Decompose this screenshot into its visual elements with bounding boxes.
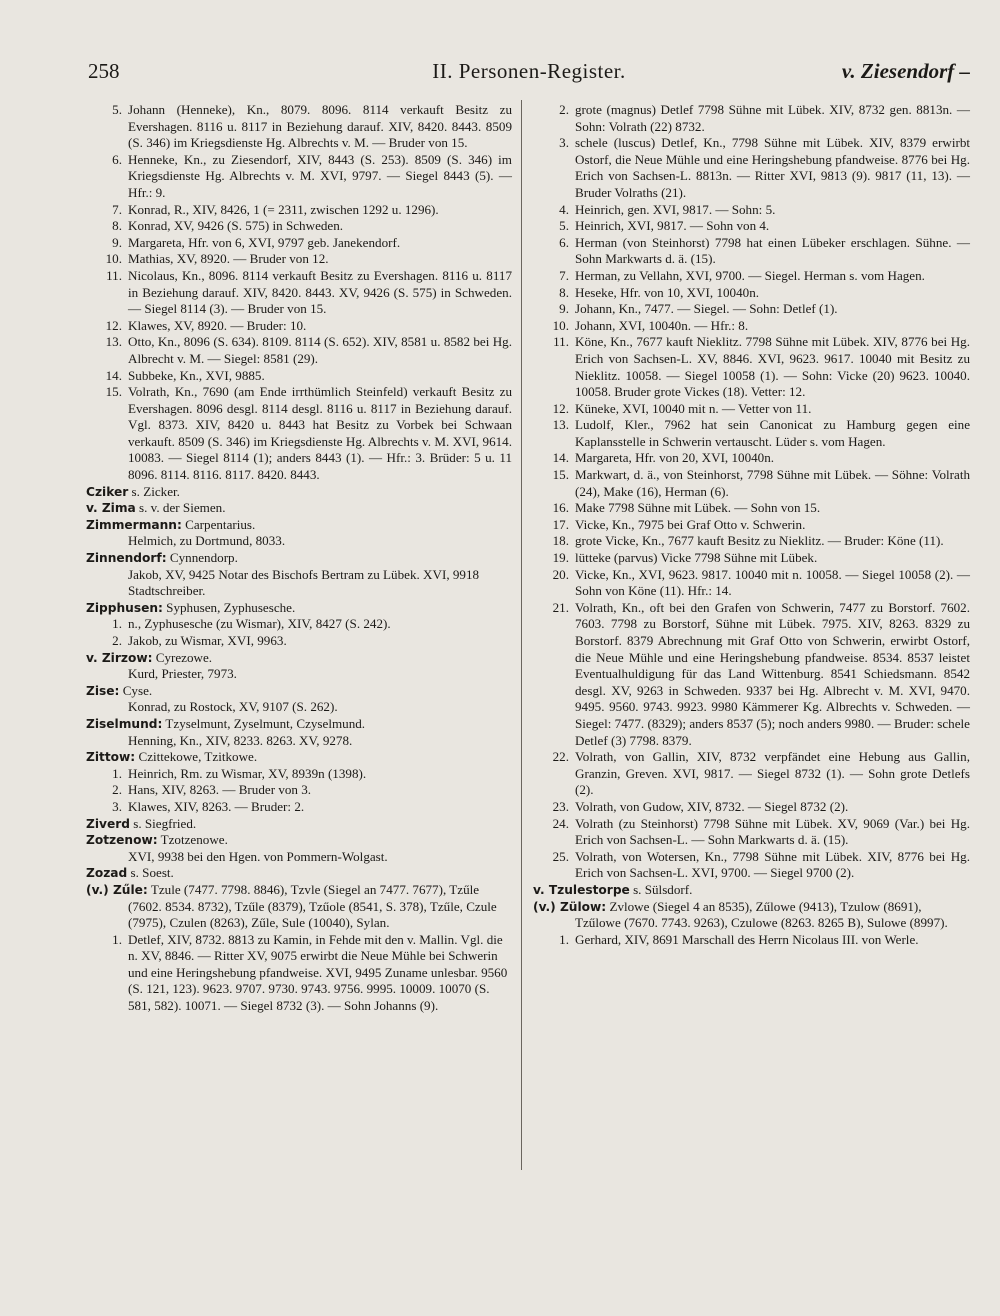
entry-number: 16. [552, 500, 569, 516]
entry-number: 4. [559, 201, 569, 217]
entry-number: 3. [559, 135, 569, 151]
entry-number: 11. [553, 334, 569, 350]
entry-text: Volrath, Kn., 7690 (am Ende irrthümlich Steinfeld) verkauft Besitz zu Evershagen. 8096 desgl. 8114 desgl. 8116 u. 8117 in Beziehung darauf. Vgl. 8373. XIV, 8420 u. 8443 hat Besitz zu Vorbek bei Schwaan verkauft. 8509 (S. 346) im Kriegsdienste Hg. Albrechts v. M. XVI, 9614. 10083. — Siegel 8114 (1); anders 8443 (1). — Hfr.: 3. Brüder: 5 u. 11 8096. 8114. 8116. 8117. 8420. 8443. [128, 384, 512, 483]
entry-text: Margareta, Hfr. von 6, XVI, 9797 geb. Janekendorf. [128, 234, 401, 250]
person-entry: Jakob, XV, 9425 Notar des Bischofs Bertram zu Lübek. XVI, 9918 Stadtschreiber. [128, 566, 480, 599]
register-entry [86, 102, 512, 152]
entry-number: 2. [112, 633, 122, 648]
entry-text: Jakob, zu Wismar, XVI, 9963. [128, 633, 287, 648]
surname: Zinnendorf: [86, 551, 167, 566]
surname-heading [533, 899, 970, 932]
entry-text: Johann, XVI, 10040n. — Hfr.: 8. [575, 317, 749, 333]
register-entry [533, 567, 970, 600]
entry-number: 13. [105, 334, 122, 350]
register-entry [533, 467, 970, 500]
entry-text: Heseke, Hfr. von 10, XVI, 10040n. [575, 284, 760, 300]
entry-number: 14. [105, 367, 122, 383]
person-entry [86, 633, 512, 650]
entry-text: Margareta, Hfr. von 20, XVI, 10040n. [575, 450, 775, 466]
entry-number: 1. [112, 931, 122, 947]
register-entry [533, 301, 970, 318]
surname-heading [86, 749, 512, 766]
entry-text: Volrath, von Wotersen, Kn., 7798 Sühne mit Lübek. XIV, 8776 bei Hg. Erich von Sachsen-L. XVI, 9700. — Siegel 9700 (2). [575, 848, 970, 881]
surname: Zittow: [86, 750, 136, 765]
person-entry [86, 932, 512, 1015]
entry-text: Heinrich, Rm. zu Wismar, XV, 8939n (1398). [128, 765, 367, 781]
register-entry [86, 318, 512, 335]
register-entry [86, 218, 512, 235]
entry-text: lütteke (parvus) Vicke 7798 Sühne mit Lübek. [575, 550, 818, 566]
register-entry [86, 235, 512, 252]
entry-text: Vicke, Kn., 7975 bei Graf Otto v. Schwerin. [575, 516, 806, 532]
entry-number: 23. [552, 798, 569, 814]
register-entry [533, 533, 970, 550]
register-entry [86, 152, 512, 202]
register-entry [533, 849, 970, 882]
entry-text: Make 7798 Sühne mit Lübek. — Sohn von 15. [575, 500, 821, 516]
left-column [86, 102, 512, 1015]
register-entry [533, 218, 970, 235]
person-entry [86, 616, 512, 633]
surname-variants: Tzotzenowe. [157, 832, 228, 848]
entry-text: Henneke, Kn., zu Ziesendorf, XIV, 8443 (S. 253). 8509 (S. 346) im Kriegsdienste Hg. Albrechts v. M. XVI, 9797. — Siegel 8443 (5). — Hfr.: 9. [128, 151, 512, 200]
surname: Ziverd [86, 816, 130, 831]
entry-number: 19. [552, 550, 569, 566]
register-entry [533, 799, 970, 816]
entry-number: 14. [552, 450, 569, 466]
entry-number: 5. [559, 218, 569, 234]
surname-heading [86, 716, 512, 733]
surname: v. Zirzow: [86, 650, 153, 665]
person-entry: Henning, Kn., XIV, 8233. 8263. XV, 9278. [128, 732, 353, 748]
surname-heading [86, 484, 512, 501]
surname: (v.) Zülow: [533, 899, 607, 914]
entry-number: 7. [559, 267, 569, 283]
register-entry [86, 268, 512, 318]
column-divider [521, 100, 522, 1170]
entry-text: Johann, Kn., 7477. — Siegel. — Sohn: Detlef (1). [575, 301, 838, 317]
surname-variants: Cyrezowe. [152, 649, 213, 665]
person-entry: Konrad, zu Rostock, XV, 9107 (S. 262). [128, 699, 338, 715]
register-entry [533, 102, 970, 135]
entry-text: schele (luscus) Detlef, Kn., 7798 Sühne mit Lübek. XIV, 8379 erwirbt Ostorf, die Neue Mühle und eine Heringshebung pfandweise. 8776 bei Hg. Erich von Sachsen-L. 8813n. — Ritter XVI, 9813 (9). 9817 (11, 13). — Bruder Volraths (21). [575, 135, 970, 200]
entry-number: 8. [559, 284, 569, 300]
entry-number: 7. [112, 201, 122, 217]
register-entry [533, 500, 970, 517]
surname-variants: s. Zicker. [128, 483, 180, 499]
surname: Zimmermann: [86, 517, 182, 532]
surname-heading [86, 650, 512, 667]
entry-number: 5. [112, 102, 122, 117]
surname-variants: Cynnendorp. [166, 550, 238, 566]
entry-number: 9. [559, 301, 569, 317]
entry-number: 15. [105, 384, 122, 400]
entry-number: 1. [112, 616, 122, 632]
entry-number: 18. [552, 533, 569, 549]
surname: Zipphusen: [86, 600, 163, 615]
person-entry [86, 766, 512, 783]
person-entry: Helmich, zu Dortmund, 8033. [128, 533, 286, 549]
surname-variants: Tzyselmunt, Zyselmunt, Czyselmund. [162, 715, 366, 731]
surname-heading [86, 517, 512, 534]
surname: Zise: [86, 683, 120, 698]
surname-variants: Syphusen, Zyphusesche. [162, 599, 296, 615]
entry-number: 10. [105, 251, 122, 267]
surname-heading [86, 550, 512, 567]
register-entry [86, 334, 512, 367]
page-title: II. Personen-Register. [432, 59, 626, 83]
register-entry [533, 401, 970, 418]
entry-text: n., Zyphusesche (zu Wismar), XIV, 8427 (S. 242). [128, 616, 391, 632]
surname-heading [86, 882, 512, 932]
entry-text: grote (magnus) Detlef 7798 Sühne mit Lübek. XIV, 8732 gen. 8813n. — Sohn: Volrath (22) 8732. [575, 102, 970, 134]
entry-number: 9. [112, 234, 122, 250]
register-entry [533, 450, 970, 467]
entry-text: Volrath (zu Steinhorst) 7798 Sühne mit Lübek. XV, 9069 (Var.) bei Hg. Erich von Sachsen-L. — Sohn Markwarts d. ä. (15). [575, 815, 970, 848]
surname-heading [86, 683, 512, 700]
surname: Ziselmund: [86, 716, 163, 731]
entry-text: grote Vicke, Kn., 7677 kauft Besitz zu Nieklitz. — Bruder: Köne (11). [575, 533, 944, 549]
surname-heading [86, 832, 512, 849]
entry-number: 24. [552, 815, 569, 831]
entry-number: 2. [112, 782, 122, 798]
entry-number: 2. [559, 102, 569, 117]
register-entry [533, 235, 970, 268]
person-entry: Kurd, Priester, 7973. [128, 666, 237, 682]
entry-text: Volrath, Kn., oft bei den Grafen von Schwerin, 7477 zu Borstorf. 7602. 7603. 7798 zu Borstorf, Sühne mit Lübek. 7975. XIV, 8263. 8329 zu Borstorf. 8379 Abrechnung mit Graf Otto von Schwerin, erwirbt Ostorf, die Neue Mühle und eine Heringshebung pfandweise. 8534. 8537 leistet Eventualhuldigung für das Land Wittenburg. 8541 Schiedsmann. 8542 desgl. XV, 9263 in Schweden. 9337 bei Hg. Albrecht v. M. XVI, 9470. 9495. 9560. 9743. 9923. 9980 Kämmerer Kg. Albrechts v. Schweden. — Siegel: 7477. (8329); anders 8537 (5); noch anders 9980. — Bruder: schele Detlef (3) 7798. 8379. [575, 599, 970, 748]
register-entry [86, 384, 512, 484]
entry-text: Detlef, XIV, 8732. 8813 zu Kamin, in Fehde mit den v. Mallin. Vgl. die n. XV, 8846. — Ritter XV, 9075 erwirbt die Neue Mühle bei Schwerin und eine Heringshebung pfandweise. XVI, 9495 Zuname unlesbar. 9560 (S. 121, 123). 9623. 9707. 9730. 9743. 9756. 9995. 10009. 10070 (S. 581, 582). 10071. — Siegel 8732 (3). — Sohn Johanns (9). [128, 931, 508, 1014]
surname-heading [86, 865, 512, 882]
entry-text: Herman (von Steinhorst) 7798 hat einen Lübeker erschlagen. Sühne. — Sohn Markwarts d. ä. (15). [575, 234, 970, 267]
surname-variants: Carpentarius. [181, 516, 256, 532]
register-entry [533, 417, 970, 450]
entry-text: Vicke, Kn., XVI, 9623. 9817. 10040 mit n. 10058. — Siegel 10058 (2). — Sohn von Köne (11). Hfr.: 14. [575, 566, 970, 599]
surname-variants: s. Siegfried. [129, 815, 197, 831]
entry-text: Konrad, R., XIV, 8426, 1 (= 2311, zwischen 1292 u. 1296). [128, 201, 439, 217]
page-number: 258 [88, 59, 120, 83]
person-entry: XVI, 9938 bei den Hgen. von Pommern-Wolgast. [128, 848, 388, 864]
entry-number: 3. [112, 798, 122, 814]
entry-number: 13. [552, 417, 569, 433]
entry-text: Küneke, XVI, 10040 mit n. — Vetter von 11. [575, 400, 812, 416]
entry-number: 15. [552, 467, 569, 483]
surname-heading [533, 882, 970, 899]
entry-number: 25. [552, 848, 569, 864]
register-entry [86, 202, 512, 219]
entry-number: 1. [559, 931, 569, 947]
right-column [533, 102, 970, 948]
surname-variants: Tzule (7477. 7798. 8846), Tzvle (Siegel an 7477. 7677), Tzűle (7602. 8534. 8732), Tzűle (8379), Tzűole (8541, S. 378), Tzűle, Czule (7975), Czulen (8263), Zűle, Sule (10040), Sylan. [128, 881, 497, 931]
surname: Cziker [86, 484, 129, 499]
surname: v. Tzulestorpe [533, 882, 630, 897]
entry-number: 17. [552, 516, 569, 532]
register-entry [86, 368, 512, 385]
entry-number: 8. [112, 218, 122, 234]
entry-text: Volrath, von Gudow, XIV, 8732. — Siegel 8732 (2). [575, 798, 849, 814]
register-entry [533, 550, 970, 567]
entry-text: Nicolaus, Kn., 8096. 8114 verkauft Besitz zu Evershagen. 8116 u. 8117 in Beziehung darauf. XIV, 8420. 8443. XV, 9426 (S. 575) in Schweden. — Siegel 8114 (3). — Bruder von 15. [128, 267, 512, 317]
surname: Zozad [86, 866, 128, 881]
register-entry [533, 202, 970, 219]
entry-text: Klawes, XV, 8920. — Bruder: 10. [128, 317, 307, 333]
person-entry [86, 782, 512, 799]
register-entry [533, 268, 970, 285]
entry-text: Gerhard, XIV, 8691 Marschall des Herrn Nicolaus III. von Werle. [575, 931, 919, 947]
entry-text: Herman, zu Vellahn, XVI, 9700. — Siegel. Herman s. vom Hagen. [575, 267, 925, 283]
page-header [88, 56, 970, 86]
entry-text: Otto, Kn., 8096 (S. 634). 8109. 8114 (S. 652). XIV, 8581 u. 8582 bei Hg. Albrecht v. M. — Siegel: 8581 (29). [128, 334, 512, 366]
entry-text: Heinrich, XVI, 9817. — Sohn von 4. [575, 218, 770, 234]
entry-number: 22. [552, 749, 569, 765]
entry-number: 6. [559, 234, 569, 250]
surname-variants: s. v. der Siemen. [135, 500, 226, 516]
surname-variants: s. Soest. [127, 865, 174, 881]
register-entry [533, 816, 970, 849]
entry-text: Subbeke, Kn., XVI, 9885. [128, 367, 265, 383]
register-entry [533, 285, 970, 302]
register-entry [533, 318, 970, 335]
register-entry [533, 334, 970, 400]
surname: (v.) Zűle: [86, 882, 148, 897]
register-entry [533, 600, 970, 749]
register-entry [533, 517, 970, 534]
entry-number: 12. [552, 400, 569, 416]
entry-text: Mathias, XV, 8920. — Bruder von 12. [128, 251, 329, 267]
surname-heading [86, 500, 512, 517]
surname-variants: Cyse. [119, 682, 153, 698]
person-entry [533, 932, 970, 949]
register-entry [533, 135, 970, 201]
entry-number: 12. [105, 317, 122, 333]
entry-number: 20. [552, 566, 569, 582]
register-entry [533, 749, 970, 799]
entry-text: Köne, Kn., 7677 kauft Nieklitz. 7798 Sühne mit Lübek. XIV, 8776 bei Hg. Erich von Sachsen-L. XV, 8846. XVI, 9623. 9617. 10040 mit Besitz zu Nieklitz. 10058. — Siegel 10058 (1). — Sohn: Vicke (20) 9623. 10040. 10058. Bruder grote Vickes (18). Vetter: 12. [575, 334, 970, 400]
entry-text: Johann (Henneke), Kn., 8079. 8096. 8114 verkauft Besitz zu Evershagen. 8116 u. 8117 in Beziehung darauf. XIV, 8420. 8443. 8509 (S. 346) im Kriegsdienste Hg. Albrechts v. M. — Bruder von 15. [128, 102, 512, 151]
surname-variants: Zvlowe (Siegel 4 an 8535), Zűlowe (9413), Tzulow (8691), Tzűlowe (7670. 7743. 9263), Czulowe (8263. 8265 B), Sulowe (8997). [575, 898, 948, 931]
entry-number: 6. [112, 151, 122, 167]
running-head: v. Ziesendorf – [841, 59, 970, 83]
surname-heading [86, 600, 512, 617]
entry-text: Markwart, d. ä., von Steinhorst, 7798 Sühne mit Lübek. — Söhne: Volrath (24), Make (16), Herman (6). [575, 467, 970, 499]
person-entry [86, 799, 512, 816]
entry-text: Konrad, XV, 9426 (S. 575) in Schweden. [128, 218, 344, 234]
entry-text: Klawes, XIV, 8263. — Bruder: 2. [128, 798, 305, 814]
entry-text: Hans, XIV, 8263. — Bruder von 3. [128, 782, 312, 798]
surname: Zotzenow: [86, 833, 158, 848]
entry-text: Heinrich, gen. XVI, 9817. — Sohn: 5. [575, 201, 776, 217]
surname-variants: s. Sülsdorf. [629, 881, 693, 897]
entry-number: 11. [106, 267, 122, 283]
surname-heading [86, 816, 512, 833]
entry-number: 1. [112, 765, 122, 781]
entry-text: Volrath, von Gallin, XIV, 8732 verpfändet eine Hebung aus Gallin, Granzin, Greven. XVI, 9817. — Siegel 8732 (1). — Sohn grote Detlefs (2). [575, 749, 970, 798]
entry-number: 10. [552, 317, 569, 333]
surname-variants: Czittekowe, Tzitkowe. [135, 749, 258, 765]
surname: v. Zima [86, 501, 136, 516]
register-entry [86, 251, 512, 268]
entry-text: Ludolf, Kler., 7962 hat sein Canonicat zu Hamburg gegen eine Kaplansstelle in Schwerin vertauscht. Lüder s. vom Hagen. [575, 417, 970, 449]
entry-number: 21. [552, 599, 569, 615]
